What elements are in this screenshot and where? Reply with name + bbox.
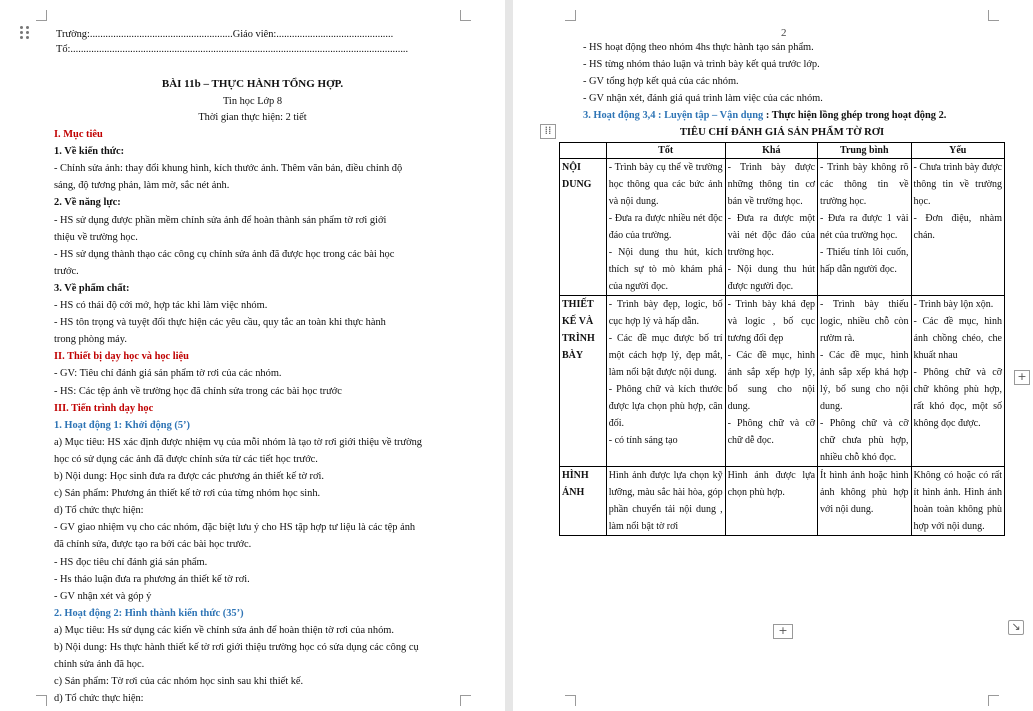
cell-paragraph: - Trình bày không rõ các thông tin về trường học. (820, 162, 909, 207)
cell-paragraph: Hình ảnh được lựa chọn kỹ lưỡng, màu sắc hài hòa, góp phần chuyển tải nội dung , làm nổi bật tờ rơi (608, 470, 723, 532)
rubric-row (560, 467, 1005, 536)
body-text-line: - HS tôn trọng và tuyệt đối thực hiện các yêu cầu, quy tắc an toàn khi thực hành (54, 317, 386, 329)
body-text-line: - HS sử dụng thành thạo các công cụ chỉnh sửa ảnh đã được học trong các bài học (54, 248, 395, 260)
table-move-handle-icon[interactable]: ⁞⁞ (540, 124, 556, 139)
body-text-line: đã chỉnh sửa, được tạo ra bởi các bài học trước. (54, 539, 252, 551)
rubric-cell[interactable] (725, 159, 817, 296)
rubric-cell[interactable] (725, 296, 817, 467)
body-text-line: thiệu về trường học. (54, 231, 138, 243)
crop-mark (565, 10, 576, 21)
rubric-header-row (560, 143, 1005, 159)
rubric-header-cell[interactable] (560, 143, 607, 159)
rubric-cell[interactable] (911, 467, 1004, 536)
crop-mark (988, 10, 999, 21)
lesson-title: BÀI 11b – THỰC HÀNH TỔNG HỢP. (161, 78, 344, 90)
rubric-row-head[interactable] (560, 159, 607, 296)
document-page-2 (513, 0, 1033, 711)
cell-paragraph: - Các đề mục, hình ảnh sắp xếp hợp lý, bổ sung cho nội dung. (727, 350, 816, 412)
rubric-cell[interactable] (725, 467, 817, 536)
cell-paragraph: - Các đề mục được bố trí một cách hợp lý, đẹp mắt, làm nổi bật được nội dung. (608, 333, 723, 378)
body-text-line: a) Mục tiêu: HS xác định được nhiệm vụ của mỗi nhóm là tạo tờ rơi giới thiệu về trường (54, 436, 422, 448)
cell-paragraph: - Các đề mục, hình ảnh sắp xếp khá hợp lý, bổ sung cho nội dung. (820, 350, 909, 412)
rubric-cell[interactable] (606, 296, 725, 467)
rubric-row (560, 296, 1005, 467)
row-head-text: THIẾT (562, 299, 594, 310)
cell-paragraph: - có tính sáng tạo (608, 435, 678, 446)
section-heading: 3. Về phẩm chất: (54, 282, 130, 294)
crop-mark (36, 10, 47, 21)
crop-mark (565, 695, 576, 706)
cell-paragraph: - Trình bày lộn xộn. (913, 299, 994, 310)
body-text-line: a) Mục tiêu: Hs sử dụng các kiến về chỉnh sửa ảnh để hoàn thiện tờ rơi của nhóm. (54, 624, 394, 636)
rubric-cell[interactable] (911, 296, 1004, 467)
rubric-cell[interactable] (911, 159, 1004, 296)
cell-paragraph: - Chưa trình bày được thông tin về trường học. (913, 162, 1002, 207)
section-heading: II. Thiết bị dạy học và học liệu (54, 351, 189, 363)
row-head-text: ẢNH (562, 487, 585, 498)
body-text-line: c) Sản phẩm: Phương án thiết kế tờ rơi của từng nhóm học sinh. (54, 488, 321, 500)
rubric-row-head[interactable] (560, 296, 607, 467)
cell-paragraph: - Phông chữ và cỡ chữ dễ đọc. (727, 418, 816, 446)
rubric-row (560, 159, 1005, 296)
body-text-line: - GV nhận xét và góp ý (54, 590, 152, 602)
row-head-text: TRÌNH (562, 333, 595, 344)
rubric-row-head[interactable] (560, 467, 607, 536)
crop-mark (460, 10, 471, 21)
cell-paragraph: Hình ảnh được lựa chọn phù hợp. (727, 470, 816, 498)
section-heading: III. Tiến trình dạy học (54, 402, 154, 414)
body-text-line: d) Tổ chức thực hiện: (54, 505, 144, 517)
row-head-text: NỘI (562, 162, 581, 173)
rubric-header-cell[interactable]: Yếu (911, 143, 1004, 159)
body-text-line: - Chỉnh sửa ảnh: thay đổi khung hình, kích thước ảnh. Thêm văn bản, điều chỉnh độ (54, 163, 403, 175)
activity-3-4-note: : Thực hiện lồng ghép trong hoạt động 2. (763, 110, 947, 121)
cell-paragraph: - Trình bày được những thông tin cơ bản về trường học. (727, 162, 816, 207)
body-text-line: - HS có thái độ cởi mở, hợp tác khi làm việc nhóm. (54, 300, 268, 311)
document-page-1 (0, 0, 505, 711)
cell-paragraph: Ít hình ảnh hoặc hình ảnh không phù hợp với nội dung. (820, 470, 909, 515)
rubric-header-cell[interactable]: Khá (725, 143, 817, 159)
body-text-line: trước. (54, 265, 79, 277)
section-heading: I. Mục tiêu (54, 129, 103, 140)
rubric-table[interactable] (559, 142, 1005, 536)
cell-paragraph: - Đơn điệu, nhàm chán. (913, 213, 1002, 241)
row-head-text: HÌNH (562, 470, 589, 481)
body-text-line: - GV nhận xét, đánh giá quá trình làm việc của các nhóm. (583, 93, 823, 104)
rubric-cell[interactable] (818, 296, 911, 467)
lesson-time: Thời gian thực hiện: 2 tiết (198, 112, 307, 123)
lesson-subtitle: Tin học Lớp 8 (222, 96, 283, 107)
cell-paragraph: - Phông chữ và cỡ chữ không phù hợp, rất khó đọc, một số không đọc được. (913, 367, 1002, 429)
cell-paragraph: - Trình bày đẹp, logic, bố cục hợp lý và hấp dẫn. (608, 299, 723, 327)
section-heading: 2. Về năng lực: (54, 197, 121, 209)
cell-paragraph: - Nội dung thu hút, kích thích sự tò mò khám phá của người đọc. (608, 247, 723, 292)
row-head-text: BÀY (562, 350, 584, 361)
body-text-line: - HS hoạt động theo nhóm 4hs thực hành tạo sản phẩm. (583, 42, 814, 53)
body-text-line: sáng, độ tương phản, làm mờ, sắc nét ảnh. (54, 180, 230, 192)
row-head-text: DUNG (562, 179, 592, 190)
section-heading: 1. Hoạt động 1: Khởi động (5’) (54, 419, 190, 431)
rubric-cell[interactable] (818, 467, 911, 536)
cell-paragraph: - Đưa ra được một vài nét độc đáo của trường học. (727, 213, 816, 258)
page-number: 2 (781, 27, 787, 39)
body-text-line: d) Tổ chức thực hiện: (54, 693, 144, 705)
cell-paragraph: - Đưa ra được 1 vài nét của trường học. (820, 213, 909, 241)
body-text-line: trong phòng máy. (54, 334, 127, 346)
cell-paragraph: Không có hoặc có rất ít hình ảnh. Hình ảnh hoàn toàn không phù hợp với nội dung. (913, 470, 1002, 532)
rubric-cell[interactable] (818, 159, 911, 296)
rubric-header-cell[interactable]: Tốt (606, 143, 725, 159)
rubric-cell[interactable] (606, 159, 725, 296)
activity-3-4-line (583, 109, 946, 122)
section-heading: 1. Về kiến thức: (54, 146, 125, 158)
add-row-icon[interactable]: + (773, 624, 793, 639)
body-text-line: - GV giao nhiệm vụ cho các nhóm, đặc biệt lưu ý cho HS tập hợp tư liệu là các tệp ảnh (54, 522, 416, 534)
activity-3-4-heading: 3. Hoạt động 3,4 : Luyện tập – Vận dụng (583, 110, 764, 121)
body-text-line: - HS từng nhóm thảo luận và trình bày kết quả trước lớp. (583, 59, 820, 70)
crop-mark (988, 695, 999, 706)
body-text-line: b) Nội dung: Hs thực hành thiết kế tờ rơi giới thiệu trường học có sửa dụng các công cụ (54, 642, 419, 653)
crop-mark (460, 695, 471, 706)
header-line-school: Trường:.......................................................Giáo viên:............................................. (56, 29, 394, 40)
cell-paragraph: - Đưa ra được nhiều nét độc đáo của trường. (608, 213, 723, 241)
header-line-group: Tổ:.................................................................................................................................. (56, 44, 409, 55)
cell-paragraph: - Nội dung thu hút được người đọc. (727, 264, 816, 292)
section-heading: 2. Hoạt động 2: Hình thành kiến thức (35’) (54, 607, 244, 619)
cell-paragraph: - Trình bày cụ thể về trường học thông qua các bức ảnh và nội dung. (608, 162, 723, 207)
cell-paragraph: - Trình bày thiếu logic, nhiều chỗ còn rườm rà. (820, 299, 909, 344)
add-column-icon[interactable]: + (1014, 370, 1030, 385)
rubric-cell[interactable] (606, 467, 725, 536)
cell-paragraph: - Trình bày khá đẹp và logic , bố cục tương đối đẹp (727, 299, 816, 344)
body-text-line: chỉnh sửa ảnh đã học. (54, 659, 145, 671)
row-head-text: KẾ VÀ (562, 316, 594, 327)
body-text-line: - GV: Tiêu chí đánh giá sản phẩm tờ rơi của các nhóm. (54, 368, 282, 380)
rubric-table-title: TIÊU CHÍ ĐÁNH GIÁ SẢN PHẨM TỜ RƠI (679, 127, 885, 138)
body-text-line: b) Nội dung: Học sinh đưa ra được các phương án thiết kế tờ rơi. (54, 471, 324, 482)
body-text-line: học có sử dụng các ảnh đã được chỉnh sửa từ các tiết học trước. (54, 453, 318, 465)
resize-icon[interactable]: ↘ (1008, 620, 1024, 635)
cell-paragraph: - Các đề mục, hình ảnh chồng chéo, che khuất nhau (913, 316, 1002, 361)
rubric-header-cell[interactable]: Trung bình (818, 143, 911, 159)
drag-dots-icon[interactable] (20, 26, 32, 40)
body-text-line: c) Sản phẩm: Tờ rơi của các nhóm học sinh sau khi thiết kế. (54, 676, 304, 688)
body-text-line: - HS sử dụng được phần mềm chỉnh sửa ảnh để hoàn thành sản phẩm tờ rơi giới (54, 214, 387, 226)
cell-paragraph: - Phông chữ và cỡ chữ chưa phù hợp, nhiều chỗ khó đọc. (820, 418, 909, 463)
body-text-line: - Hs thảo luận đưa ra phương án thiết kế tờ rơi. (54, 573, 250, 585)
body-text-line: - HS đọc tiêu chí đánh giá sản phẩm. (54, 556, 208, 568)
cell-paragraph: - Thiếu tính lôi cuốn, hấp dẫn người đọc. (820, 247, 909, 275)
crop-mark (36, 695, 47, 706)
body-text-line: - GV tổng hợp kết quả của các nhóm. (583, 76, 739, 87)
cell-paragraph: - Phông chữ và kích thước được lựa chọn phù hợp, cân đối. (608, 384, 723, 429)
body-text-line: - HS: Các tệp ảnh về trường học đã chỉnh sửa trong các bài học trước (54, 385, 342, 397)
